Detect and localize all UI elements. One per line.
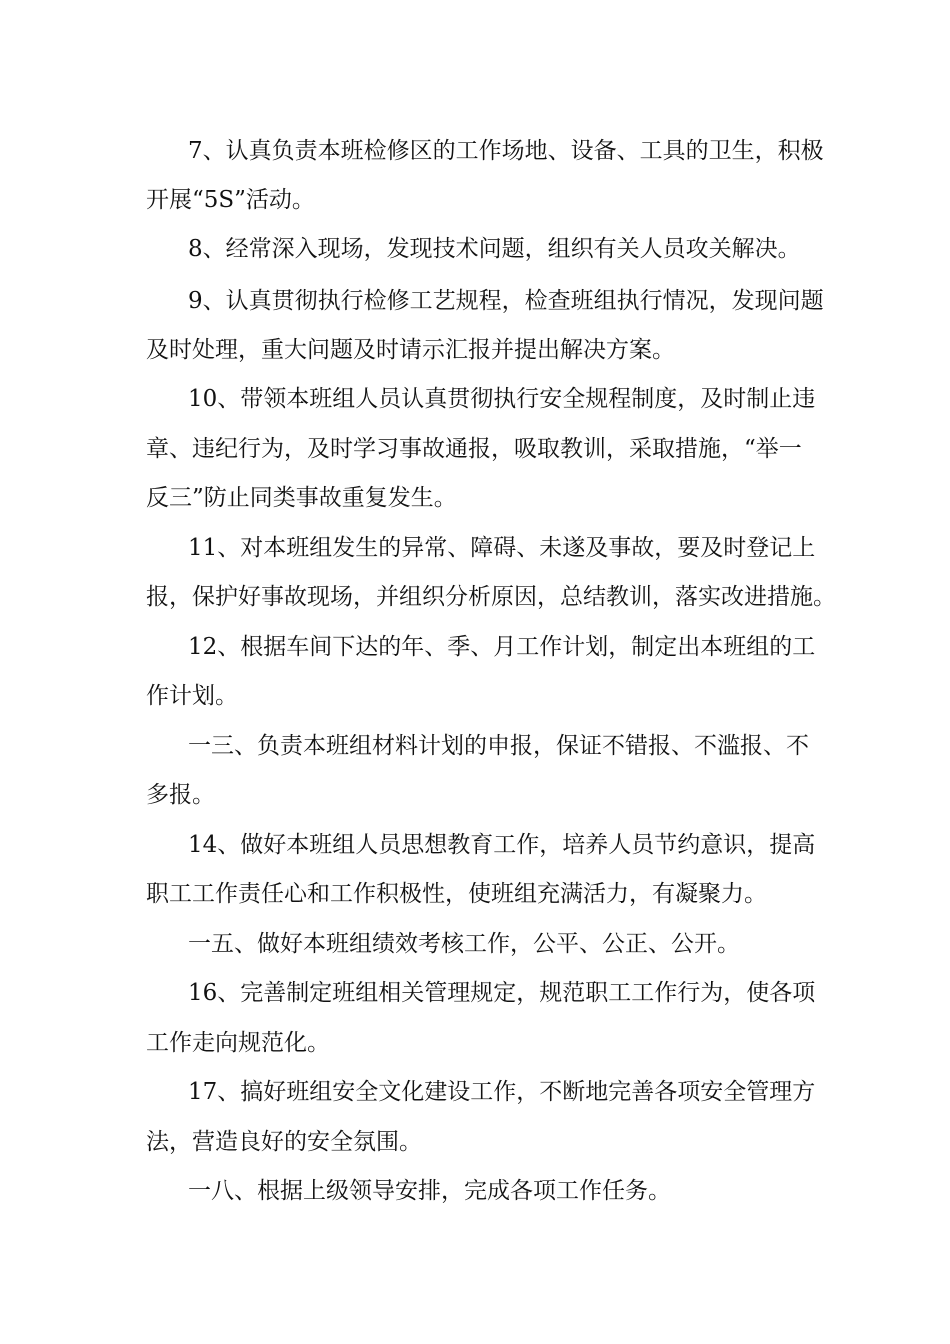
paragraph-7-line-2: 开展“5S”活动。 (146, 187, 315, 213)
paragraph-11-line-2: 报，保护好事故现场，并组织分析原因，总结教训，落实改进措施。 (146, 584, 836, 610)
paragraph-9-line-2: 及时处理，重大问题及时请示汇报并提出解决方案。 (146, 337, 675, 363)
paragraph-13-line-1: 一三、负责本班组材料计划的申报，保证不错报、不滥报、不 (188, 733, 809, 759)
paragraph-17-line-2: 法，营造良好的安全氛围。 (146, 1129, 422, 1155)
paragraph-12-line-2: 作计划。 (146, 683, 238, 709)
paragraph-11-line-1: 11、对本班组发生的异常、障碍、未遂及事故，要及时登记上 (188, 535, 816, 561)
paragraph-16-line-2: 工作走向规范化。 (146, 1030, 330, 1056)
paragraph-14-line-2: 职工工作责任心和工作积极性，使班组充满活力，有凝聚力。 (146, 881, 767, 907)
paragraph-17-line-1: 17、搞好班组安全文化建设工作，不断地完善各项安全管理方 (188, 1079, 816, 1105)
paragraph-10-line-2: 章、违纪行为，及时学习事故通报，吸取教训，采取措施，“举一 (146, 436, 802, 462)
paragraph-9-line-1: 9、认真贯彻执行检修工艺规程，检查班组执行情况，发现问题 (188, 288, 824, 314)
paragraph-18-line-1: 一八、根据上级领导安排，完成各项工作任务。 (188, 1178, 671, 1204)
paragraph-10-line-3: 反三”防止同类事故重复发生。 (146, 485, 457, 511)
paragraph-7-line-1: 7、认真负责本班检修区的工作场地、设备、工具的卫生，积极 (188, 138, 824, 164)
paragraph-12-line-1: 12、根据车间下达的年、季、月工作计划，制定出本班组的工 (188, 634, 816, 660)
paragraph-13-line-2: 多报。 (146, 782, 215, 808)
paragraph-16-line-1: 16、完善制定班组相关管理规定，规范职工工作行为，使各项 (188, 980, 816, 1006)
paragraph-15-line-1: 一五、做好本班组绩效考核工作，公平、公正、公开。 (188, 931, 740, 957)
paragraph-10-line-1: 10、带领本班组人员认真贯彻执行安全规程制度，及时制止违 (188, 386, 816, 412)
paragraph-14-line-1: 14、做好本班组人员思想教育工作，培养人员节约意识，提高 (188, 832, 816, 858)
paragraph-8-line-1: 8、经常深入现场，发现技术问题，组织有关人员攻关解决。 (188, 236, 801, 262)
